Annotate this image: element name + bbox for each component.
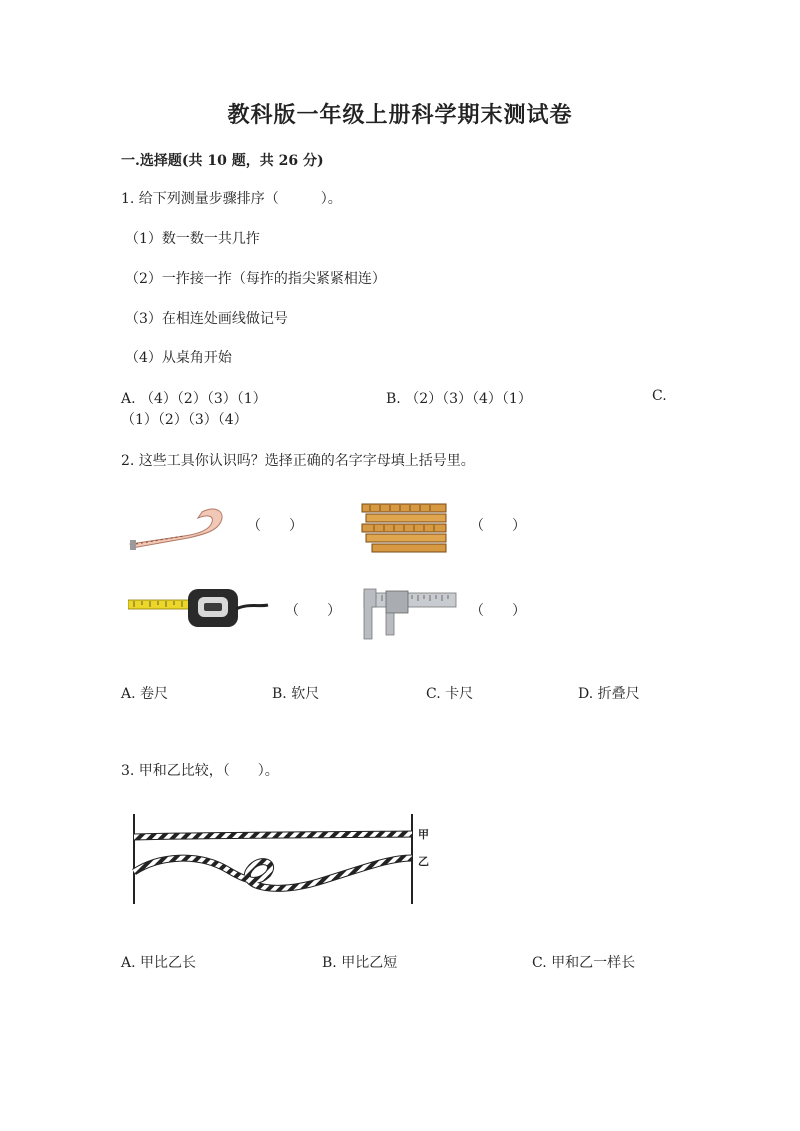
q2-stem: 2. 这些工具你认识吗？选择正确的名字字母填上括号里。 [121, 453, 475, 469]
label-jia: 甲 [418, 828, 429, 841]
folding-ruler-image [360, 500, 452, 556]
q1-option-c-text[interactable]: （1）（2）（3）（4） [121, 412, 248, 428]
tape-measure-image [128, 583, 270, 631]
q2-blank-3[interactable]: （ ） [285, 603, 341, 619]
q1-stem: 1. 给下列测量步骤排序（ ）。 [121, 191, 342, 207]
q3-option-c[interactable]: C. 甲和乙一样长 [532, 955, 636, 971]
q1-step-1: （1）数一数一共几拃 [125, 231, 260, 247]
q2-option-d[interactable]: D. 折叠尺 [578, 686, 640, 702]
q1-step-4: （4）从桌角开始 [125, 350, 232, 366]
q2-blank-1[interactable]: （ ） [247, 518, 303, 534]
caliper-image [360, 583, 460, 641]
q2-option-c[interactable]: C. 卡尺 [426, 686, 474, 702]
q2-option-a[interactable]: A. 卷尺 [121, 686, 169, 702]
q1-option-b[interactable]: B. （2）（3）（4）（1） [386, 391, 532, 407]
q2-option-b[interactable]: B. 软尺 [272, 686, 320, 702]
q2-blank-2[interactable]: （ ） [470, 518, 526, 534]
label-yi: 乙 [418, 855, 429, 868]
q3-option-b[interactable]: B. 甲比乙短 [322, 955, 398, 971]
q3-stem: 3. 甲和乙比较，（ ）。 [121, 763, 279, 779]
q1-option-a[interactable]: A. （4）（2）（3）（1） [121, 391, 267, 407]
q1-step-3: （3）在相连处画线做记号 [125, 311, 288, 327]
q1-option-c-label[interactable]: C. [652, 388, 667, 404]
section-heading: 一.选择题(共 10 题，共 26 分) [121, 153, 324, 169]
soft-ruler-image [128, 500, 228, 556]
q1-step-2: （2）一拃接一拃（每拃的指尖紧紧相连） [125, 271, 386, 287]
q2-blank-4[interactable]: （ ） [470, 603, 526, 619]
rope-comparison-diagram [128, 812, 438, 906]
page-title: 教科版一年级上册科学期末测试卷 [227, 102, 573, 128]
q3-option-a[interactable]: A. 甲比乙长 [121, 955, 197, 971]
